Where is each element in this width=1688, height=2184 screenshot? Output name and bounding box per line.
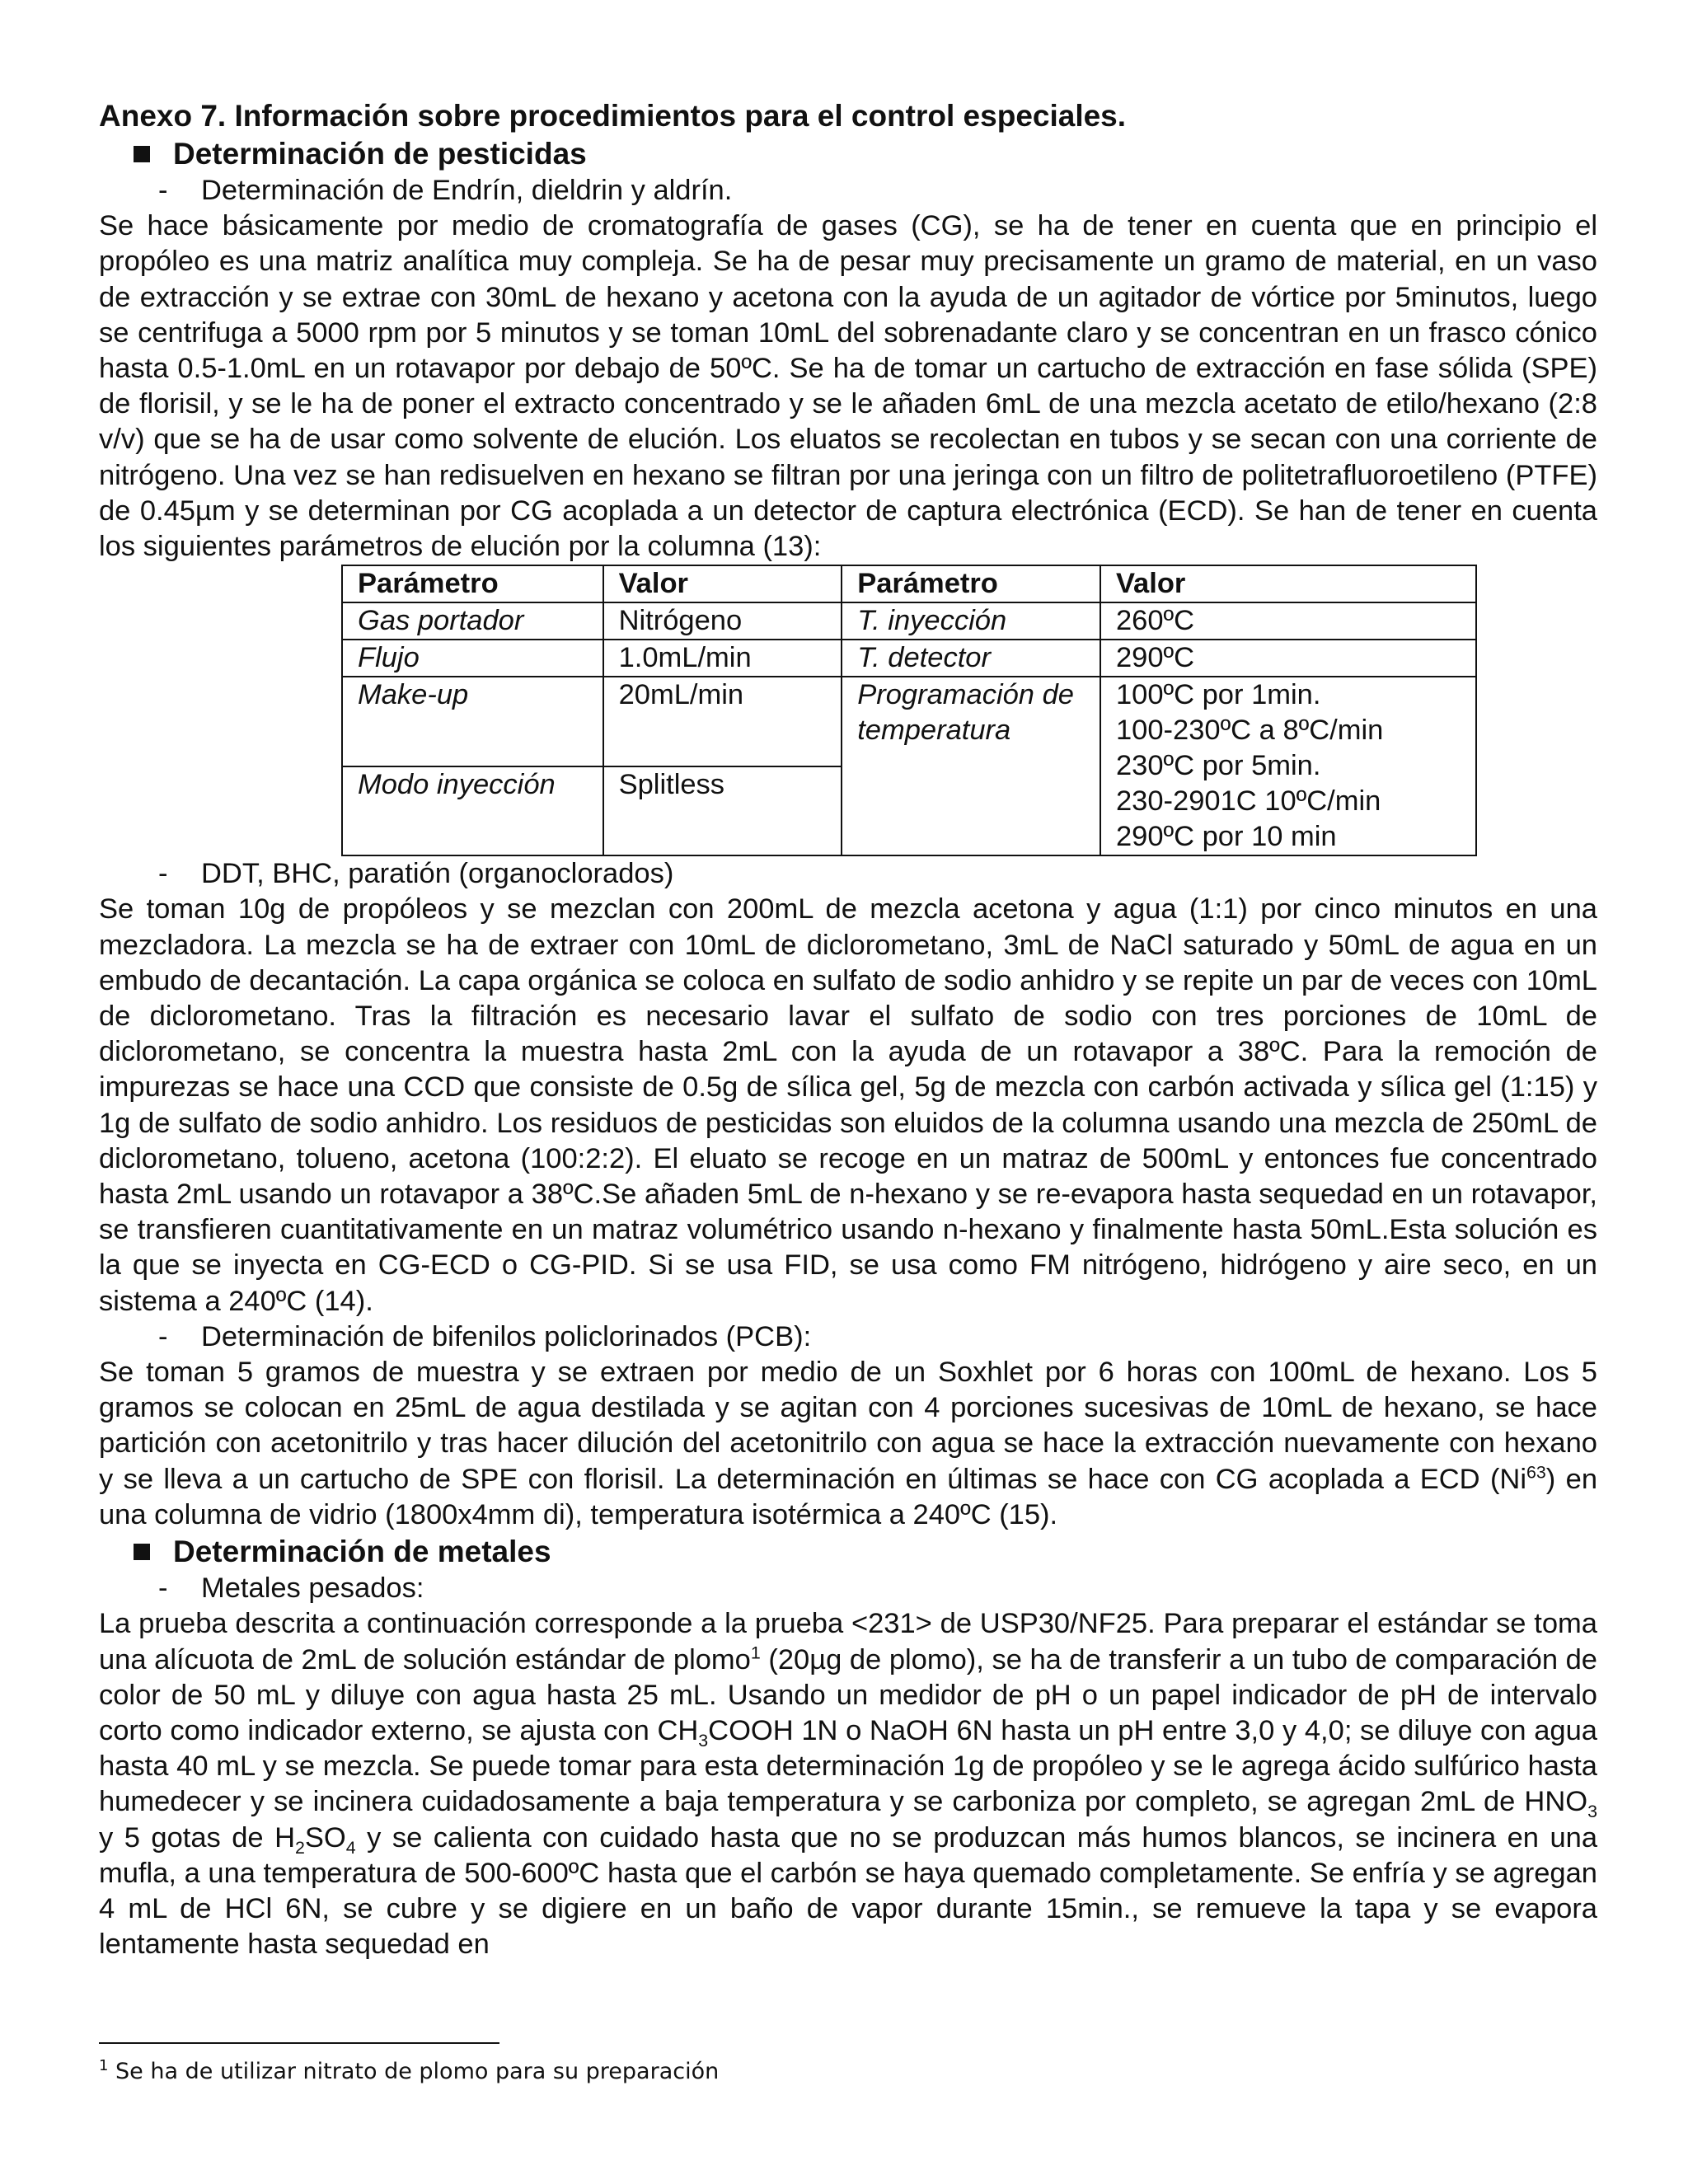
- paragraph-endrin: Se hace básicamente por medio de cromatografía de gases (CG), se ha de tener en cuenta que en principio el propóleo es una matriz analítica muy compleja. Se ha de pesar muy precisamente un gramo de material, en un vaso de extracción y se extrae con 30mL de hexano y acetona con la ayuda de un agitador de vórtice por 5minutos, luego se centrifuga a 5000 rpm por 5 minutos y se toman 10mL del sobrenadante claro y se concentran en un frasco cónico hasta 0.5-1.0mL en un rotavapor por debajo de 50ºC. Se ha de tomar un cartucho de extracción en fase sólida (SPE) de florisil, y se le ha de poner el extracto concentrado y se le añaden 6mL de una mezcla acetato de etilo/hexano (2:8 v/v) que se ha de usar como solvente de elución. Los eluatos se recolectan en tubos y se secan con una corriente de nitrógeno. Una vez se han redisuelven en hexano se filtran por una jeringa con un filtro de politetrafluoroetileno (PTFE) de 0.45µm y se determinan por CG acoplada a un detector de captura electrónica (ECD). Se han de tener en cuenta los siguientes parámetros de elución por la columna (13):: [99, 210, 1597, 563]
- footnote-text: Se ha de utilizar nitrato de plomo para su preparación: [108, 2059, 720, 2084]
- subheading-text: Determinación de bifenilos policlorinados (PCB):: [201, 1320, 812, 1352]
- dash-bullet: -: [158, 1320, 168, 1352]
- annex-title: Anexo 7. Información sobre procedimientos para el control especiales.: [99, 99, 1127, 133]
- section-heading-pesticides: [134, 135, 1597, 173]
- program-step: 230-2901C 10ºC/min: [1115, 785, 1381, 818]
- text-run: La prueba descrita a continuación corresponde a la prueba <231> de USP30/NF25. Para preparar el estándar se toma una alícuota de 2mL de solución estándar de plomo: [99, 1608, 1597, 1675]
- table-cell: Nitrógeno: [603, 602, 842, 640]
- section-heading-text: Determinación de pesticidas: [173, 137, 587, 171]
- table-cell: Gas portador: [342, 602, 603, 640]
- table-cell-program-label: Programación de temperatura: [842, 677, 1100, 855]
- program-step: 100-230ºC a 8ºC/min: [1115, 715, 1384, 747]
- subscript: 2: [295, 1837, 305, 1858]
- table-row: [342, 677, 1476, 766]
- subheading-heavy-metals: [158, 1571, 1597, 1606]
- superscript: 63: [1526, 1462, 1546, 1483]
- footnote-reference: 1: [750, 1643, 761, 1662]
- program-step: 290ºC por 10 min: [1115, 821, 1337, 853]
- table-header: Parámetro: [342, 565, 603, 602]
- table-cell: 1.0mL/min: [603, 640, 842, 677]
- square-bullet-icon: [134, 146, 150, 162]
- subheading-pcb: [158, 1319, 1597, 1355]
- table-cell: Make-up: [342, 677, 603, 766]
- table-cell: T. inyección: [842, 602, 1100, 640]
- table-cell: 20mL/min: [603, 677, 842, 766]
- table-cell: Splitless: [603, 766, 842, 856]
- table-row: [342, 602, 1476, 640]
- subheading-text: Metales pesados:: [201, 1572, 424, 1605]
- text-run: (20µg de plomo), se ha de transferir a un tubo de comparación de color de 50 mL y diluye con agua hasta 25 mL. Usando un medidor de pH o un papel indicador de pH de intervalo corto como indicador externo, se ajusta con CH: [99, 1643, 1597, 1746]
- table-header: Parámetro: [842, 565, 1100, 602]
- dash-bullet: -: [158, 858, 168, 890]
- paragraph-metals: [99, 1606, 1597, 1962]
- table-cell: 260ºC: [1100, 602, 1476, 640]
- parameters-table: [341, 565, 1477, 856]
- footnote-separator: [99, 2042, 499, 2044]
- text-run: y 5 gotas de H: [99, 1821, 296, 1854]
- table-header: Valor: [603, 565, 842, 602]
- footnote: [99, 2059, 719, 2084]
- program-step: 230ºC por 5min.: [1115, 750, 1321, 782]
- dash-bullet: -: [158, 175, 168, 206]
- parameters-table-wrapper: [341, 565, 1597, 856]
- table-row: [342, 640, 1476, 677]
- dash-bullet: -: [158, 1572, 168, 1605]
- footnote-mark: 1: [99, 2057, 109, 2074]
- section-heading-text: Determinación de metales: [173, 1535, 551, 1569]
- paragraph-ddt: Se toman 10g de propóleos y se mezclan con 200mL de mezcla acetona y agua (1:1) por cinco minutos en una mezcladora. La mezcla se ha de extraer con 10mL de diclorometano, 3mL de NaCl saturado y 50mL de agua en un embudo de decantación. La capa orgánica se coloca en sulfato de sodio anhidro y se repite un par de veces con 10mL de diclorometano. Tras la filtración es necesario lavar el sulfato de sodio con tres porciones de 10mL de diclorometano, se concentra la muestra hasta 2mL con la ayuda de un rotavapor a 38ºC. Para la remoción de impurezas se hace una CCD que consiste de 0.5g de sílica gel, 5g de mezcla con carbón activada y sílica gel (1:15) y 1g de sulfato de sodio anhidro. Los residuos de pesticidas son eluidos de la columna usando una mezcla de 250mL de diclorometano, tolueno, acetona (100:2:2). El eluato se recoge en un matraz de 500mL y entonces fue concentrado hasta 2mL usando un rotavapor a 38ºC.Se añaden 5mL de n-hexano y se re-evapora hasta sequedad en un rotavapor, se transfieren cuantitativamente en un matraz volumétrico usando n-hexano y finalmente hasta 50mL.Esta solución es la que se inyecta en CG-ECD o CG-PID. Si se usa FID, se usa como FM nitrógeno, hidrógeno y aire seco, en un sistema a 240ºC (14).: [99, 893, 1597, 1317]
- text-run: ) en una columna de vidrio (1800x4mm di), temperatura isotérmica a 240ºC (15).: [99, 1463, 1598, 1530]
- text-run: COOH 1N o NaOH 6N hasta un pH entre 3,0 y 4,0; se diluye con agua hasta 40 mL y se mezcla. Se puede tomar para esta determinación 1g de propóleo y se le agrega ácido sulfúrico hasta humedecer y se incinera cuidadosamente a baja temperatura y se carboniza por completo, se agregan 2mL de HNO: [99, 1714, 1597, 1818]
- subheading-ddt: [158, 856, 1597, 892]
- program-step: 100ºC por 1min.: [1115, 679, 1321, 711]
- subheading-endrin: [158, 173, 1597, 209]
- square-bullet-icon: [134, 1544, 150, 1560]
- table-header: Valor: [1100, 565, 1476, 602]
- section-heading-metals: [134, 1533, 1597, 1571]
- subscript: 3: [698, 1730, 709, 1750]
- table-cell: Modo inyección: [342, 766, 603, 856]
- text-run: y se calienta con cuidado hasta que no se produzcan más humos blancos, se incinera en una mufla, a una temperatura de 500-600ºC hasta que el carbón se haya quemado completamente. Se enfría y se agregan 4 mL de HCl 6N, se cubre y se digiere en un baño de vapor durante 15min., se remueve la tapa y se evapora lentamente hasta sequedad en: [99, 1821, 1598, 1961]
- table-cell: Flujo: [342, 640, 603, 677]
- table-header-row: [342, 565, 1476, 602]
- subscript: 4: [345, 1837, 356, 1858]
- text-run: Se toman 5 gramos de muestra y se extraen por medio de un Soxhlet por 6 horas con 100mL de hexano. Los 5 gramos se colocan en 25mL de agua destilada y se agitan con 4 porciones sucesivas de 10mL de hexano, se hace partición con acetonitrilo y tras hacer dilución del acetonitrilo con agua se hace la extracción nuevamente con hexano y se lleva a un cartucho de SPE con florisil. La determinación en últimas se hace con CG acoplada a ECD (Ni: [99, 1357, 1597, 1495]
- table-cell-program-values: [1100, 677, 1476, 855]
- table-cell: T. detector: [842, 640, 1100, 677]
- subheading-text: Determinación de Endrín, dieldrin y aldrín.: [201, 175, 733, 206]
- document-page: [99, 97, 1597, 1962]
- subscript: 3: [1587, 1802, 1597, 1822]
- paragraph-pcb: [99, 1355, 1597, 1533]
- table-cell: 290ºC: [1100, 640, 1476, 677]
- text-run: SO: [304, 1821, 346, 1854]
- subheading-text: DDT, BHC, paratión (organoclorados): [201, 858, 674, 890]
